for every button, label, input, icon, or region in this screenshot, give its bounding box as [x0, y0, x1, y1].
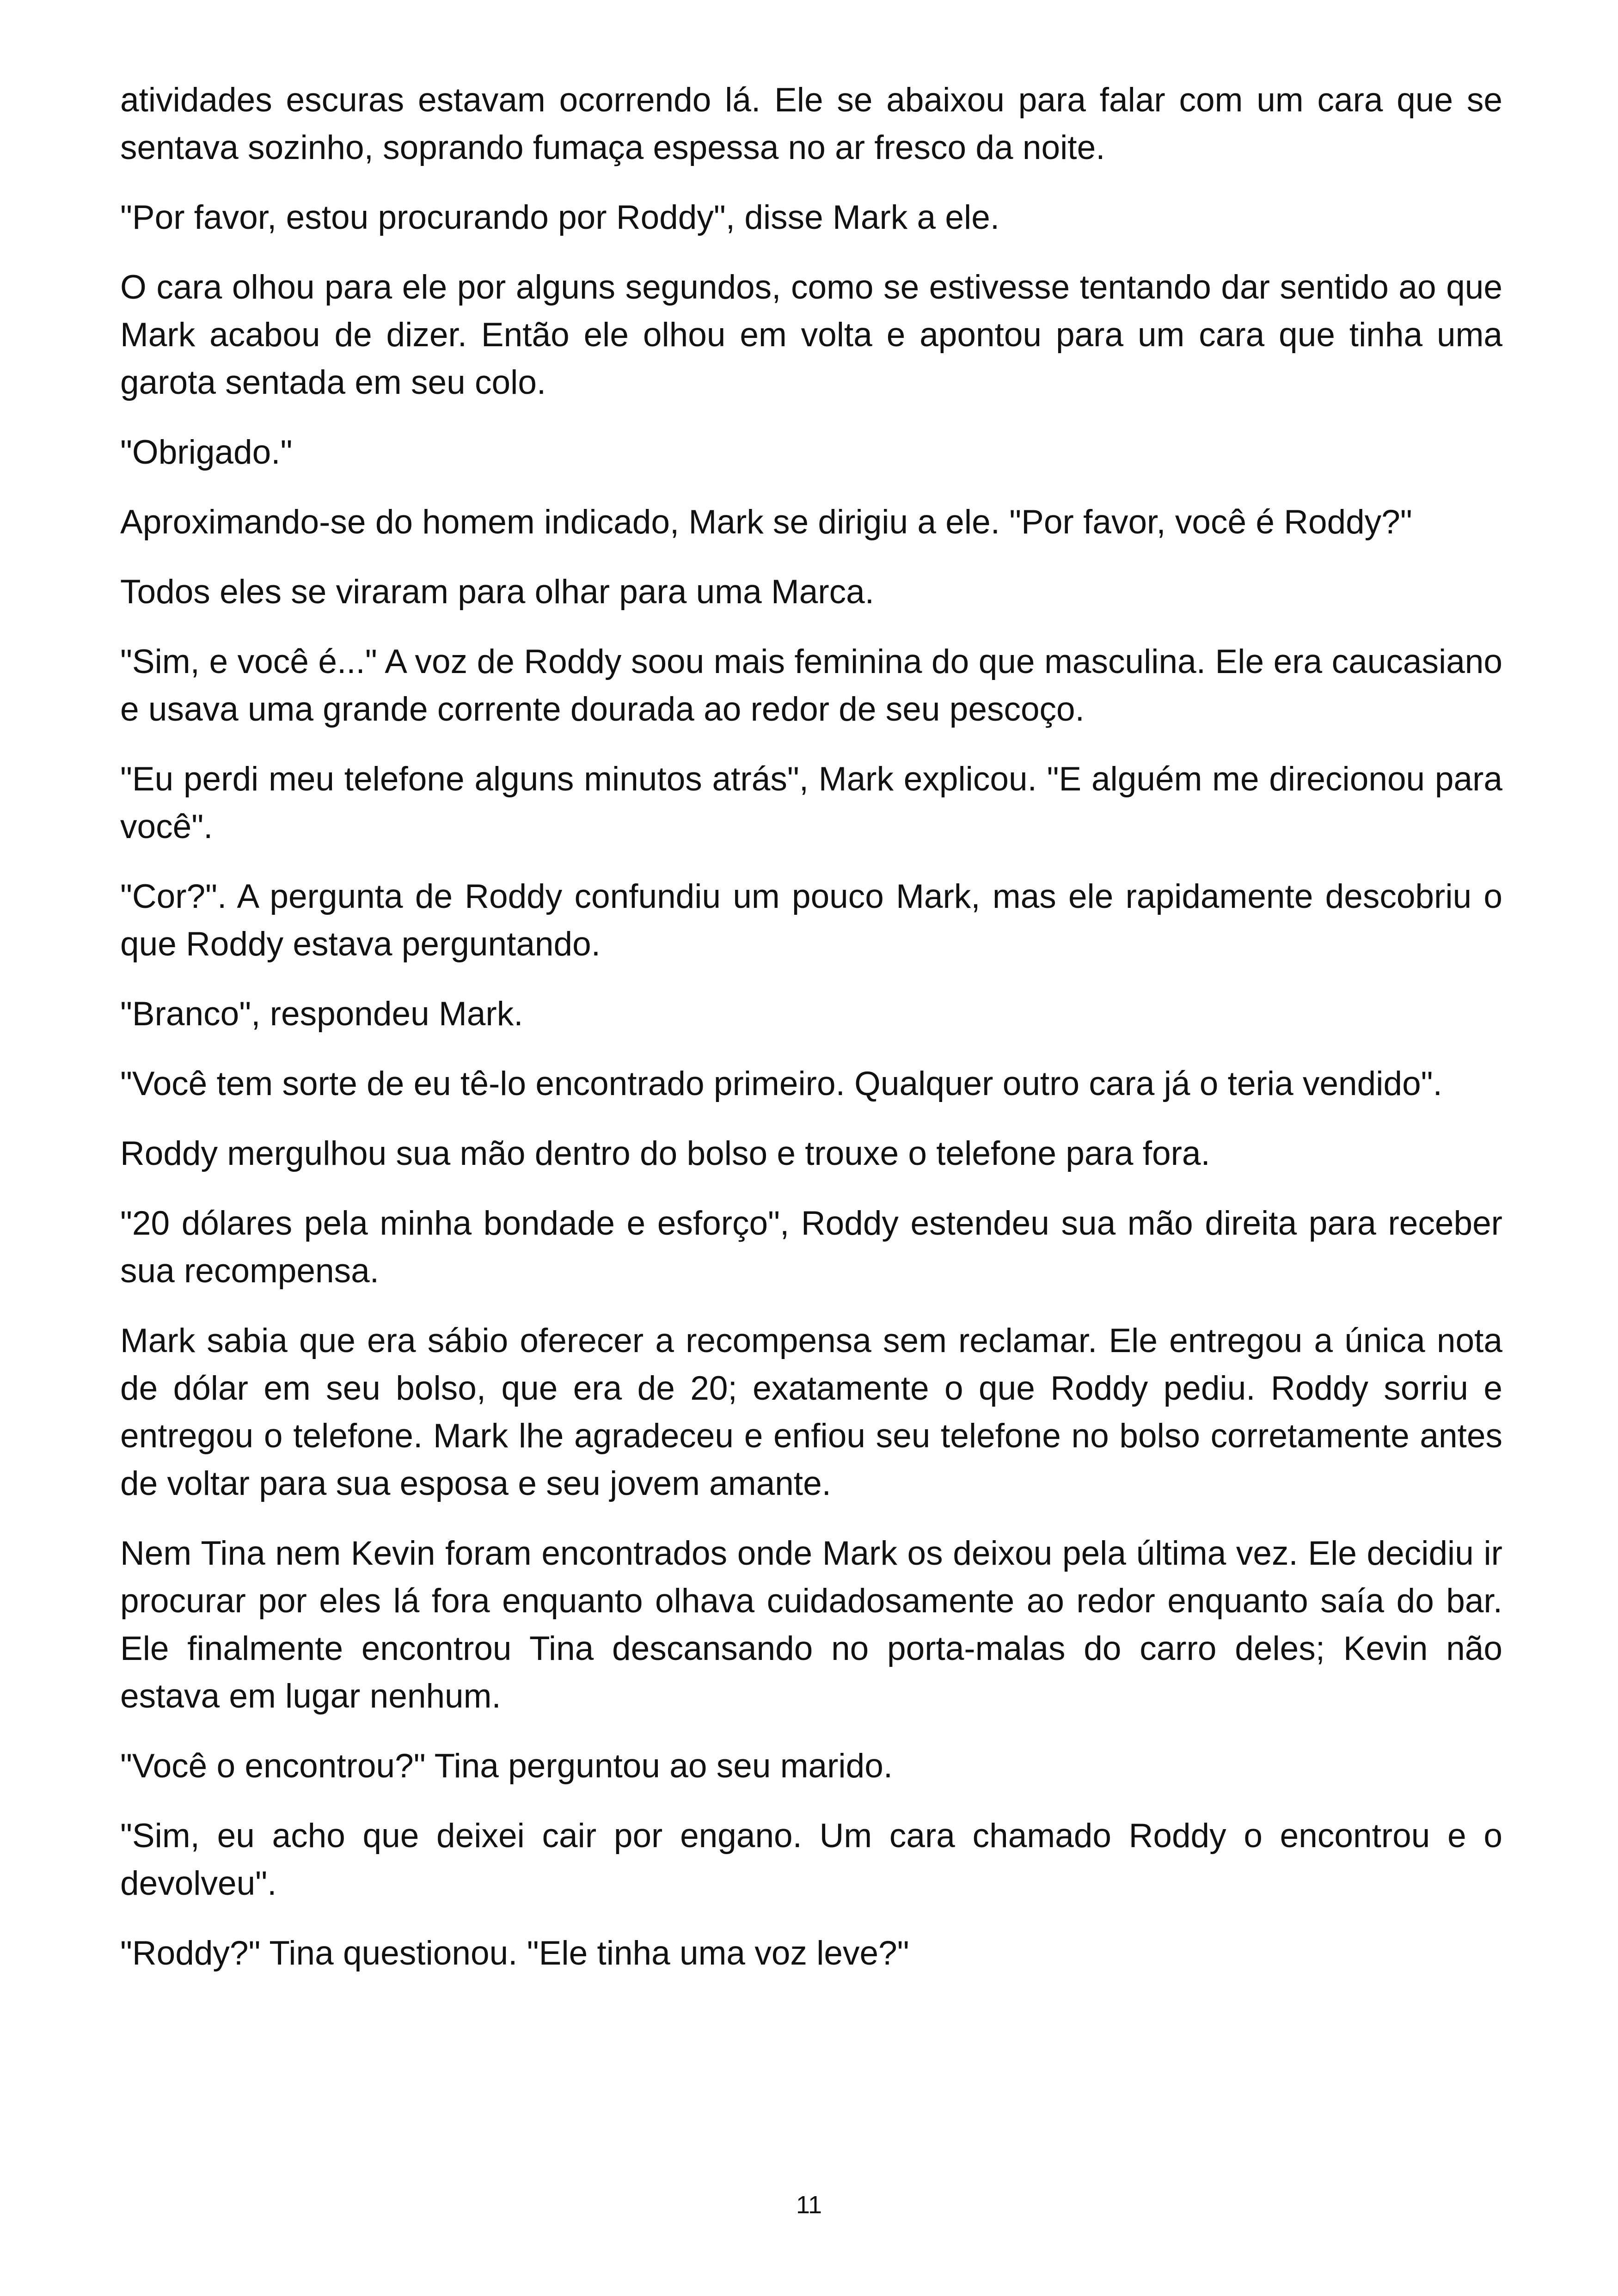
paragraph-17: "Sim, eu acho que deixei cair por engano. Um cara chamado Roddy o encontrou e o devolveu".: [120, 1817, 1502, 1902]
paragraph-8: "Eu perdi meu telefone alguns minutos atrás", Mark explicou. "E alguém me direcionou para você".: [120, 760, 1502, 845]
paragraph-18: "Roddy?" Tina questionou. "Ele tinha uma voz leve?": [120, 1935, 909, 1972]
document-body: [120, 76, 1502, 1999]
paragraph-1: atividades escuras estavam ocorrendo lá. Ele se abaixou para falar com um cara que se sentava sozinho, soprando fumaça espessa no ar fresco da noite.: [120, 81, 1502, 166]
paragraph-12: Roddy mergulhou sua mão dentro do bolso e trouxe o telefone para fora.: [120, 1135, 1210, 1172]
paragraph-3: O cara olhou para ele por alguns segundos, como se estivesse tentando dar sentido ao que Mark acabou de dizer. Então ele olhou em volta e apontou para um cara que tinha uma garota sentada em seu colo.: [120, 269, 1502, 401]
paragraph-9: "Cor?". A pergunta de Roddy confundiu um pouco Mark, mas ele rapidamente descobriu o que Roddy estava perguntando.: [120, 878, 1502, 963]
paragraph-10: "Branco", respondeu Mark.: [120, 995, 523, 1033]
paragraph-14: Mark sabia que era sábio oferecer a recompensa sem reclamar. Ele entregou a única nota de dólar em seu bolso, que era de 20; exatamente o que Roddy pediu. Roddy sorriu e entregou o telefone. Mark lhe agradeceu e enfiou seu telefone no bolso corretamente antes de voltar para sua esposa e seu jovem amante.: [120, 1322, 1502, 1502]
paragraph-7: "Sim, e você é..." A voz de Roddy soou mais feminina do que masculina. Ele era caucasiano e usava uma grande corrente dourada ao redor de seu pescoço.: [120, 643, 1502, 728]
paragraph-15: Nem Tina nem Kevin foram encontrados onde Mark os deixou pela última vez. Ele decidiu ir procurar por eles lá fora enquanto olhava cuidadosamente ao redor enquanto saía do bar. Ele finalmente encontrou Tina descansando no porta-malas do carro deles; Kevin não estava em lugar nenhum.: [120, 1535, 1502, 1715]
paragraph-13: "20 dólares pela minha bondade e esforço", Roddy estendeu sua mão direita para receber sua recompensa.: [120, 1205, 1502, 1290]
paragraph-11: "Você tem sorte de eu tê-lo encontrado primeiro. Qualquer outro cara já o teria vendido".: [120, 1065, 1442, 1102]
paragraph-2: "Por favor, estou procurando por Roddy", disse Mark a ele.: [120, 199, 1000, 236]
paragraph-16: "Você o encontrou?" Tina perguntou ao seu marido.: [120, 1747, 893, 1785]
paragraph-5: Aproximando-se do homem indicado, Mark se dirigiu a ele. "Por favor, você é Roddy?": [120, 503, 1412, 541]
paragraph-6: Todos eles se viraram para olhar para uma Marca.: [120, 573, 875, 611]
paragraph-4: "Obrigado.": [120, 434, 293, 471]
page-number: 11: [796, 2191, 822, 2219]
